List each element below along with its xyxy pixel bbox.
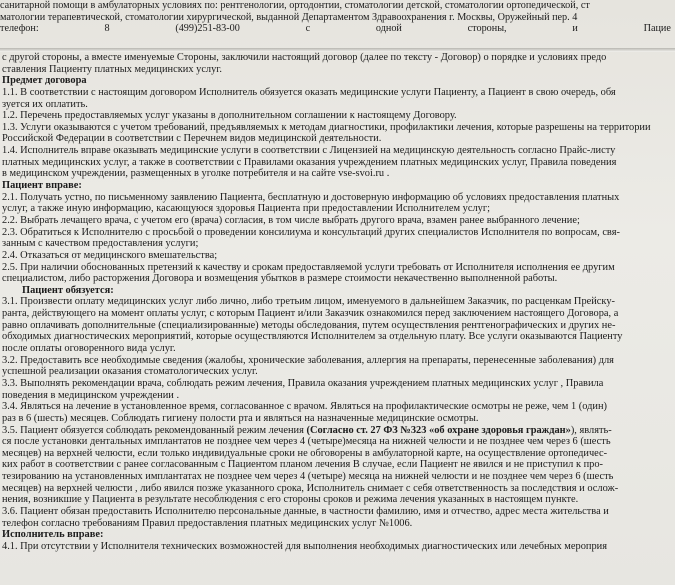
section-heading-patient-rights: Пациент вправе: — [2, 180, 82, 192]
clause-line: услуг, а также иную информацию, касающуюся здоровья Пациента при предоставлении Исполнителем услуг; — [2, 203, 491, 215]
phone-word: Пацие — [643, 23, 671, 34]
header-line: санитарной помощи в амбулаторных условиях по: рентгенологии, ортодонтии, стоматологии детской, стоматологии ортопедической, ст — [0, 0, 590, 11]
phone-word: стороны, — [467, 23, 507, 34]
clause-line: 3.4. Являться на лечение в установленное время, согласованное с врачом. Являться на профилактические осмотры не реже, чем 1 (один) — [2, 401, 607, 413]
clause-line: месяцев) на верхней челюсти , либо явился позже указанного срока, Исполнитель снимает с себя ответственность за последствия и ослож- — [2, 482, 619, 494]
phone-word: с — [305, 23, 311, 34]
header-blank-line — [0, 35, 675, 47]
clause-line: 4.1. При отсутствии у Исполнителя технических возможностей для выполнения необходимых диагностических или лечебных мероприя — [2, 540, 607, 552]
section-heading-contractor-rights: Исполнитель вправе: — [2, 529, 104, 541]
clause-line: раз в 6 (шесть) месяцев. Соблюдать гигиену полости рта и являться на назначенные медицинские осмотры. — [2, 412, 479, 424]
clause-line: 2.3. Обратиться к Исполнителю с просьбой о проведении консилиума и консультаций других специалистов Исполнителя по вопросам, свя- — [2, 226, 620, 238]
clause-3-5-end: ), являть- — [570, 424, 612, 436]
clause-line: телефон согласно требованиям Правил предоставления платных медицинских услуг №1006. — [2, 517, 413, 529]
clause-line: поведения в медицинском учреждении . — [2, 389, 180, 401]
clause-line: платных медицинских услуг, а также в соответствии с Правилами оказания учреждением платных медицинских услуг, Правила поведения — [2, 156, 617, 168]
clause-line: специалистом, либо расторжения Договора и возмещения убытков в размере стоимости некачественно выполненной работы. — [2, 273, 558, 285]
section-heading-subject: Предмет договора — [2, 75, 87, 87]
clause-line: месяцев) на верхней челюсти, если только индивидуальные сроки не обговорены в амбулаторной карте, на осуществление ортопедичес- — [2, 447, 608, 459]
phone-word: и — [572, 23, 578, 34]
clause-line: обходимых диагностических мероприятий, которые осуществляются Исполнителем за отдельную плату. Все услуги оказываются Пациенту — [2, 331, 623, 343]
clause-line: 1.1. В соответствии с настоящим договором Исполнитель обязуется оказать медицинские услуги Пациенту, а Пациент в свою очередь, обя — [2, 86, 616, 98]
clause-line: нения, возникшие у Пациента в результате несоблюдения с его стороны сроков и режима лечения указанных в настоящем пункте. — [2, 494, 579, 506]
phone-prefix: 8 — [104, 23, 110, 34]
clause-line: ся после установки дентальных имплантатов не позднее чем через 4 (четыре)месяца на нижней челюсти и не позднее чем через 6 (шесть — [2, 436, 611, 448]
clause-line: Российской Федерации в соответствии с Перечнем видов медицинской деятельности. — [2, 133, 382, 145]
clause-line: ких работ в соответствии с ранее согласованным с Пациентом планом лечения В случае, если Пациент не явился и не приступил к про- — [2, 459, 604, 471]
clause-line: 2.2. Выбрать лечащего врача, с учетом его (врача) согласия, в том числе выбрать другого врача, взамен ранее выбранного лечение; — [2, 214, 580, 226]
clause-line: 3.2. Предоставить все необходимые сведения (жалобы, хронические заболевания, аллергия на препараты, перенесенные заболевания) для — [2, 354, 614, 366]
header-block — [0, 0, 675, 48]
clause-line: тезированию на установленных имплантатах не позднее чем через 4 (четыре) месяца на нижней челюсти и не позднее чем через 6 (шесть — [2, 471, 614, 483]
clause-line: успешной реализации оказания стоматологических услуг. — [2, 366, 258, 378]
clause-line: 3.6. Пациент обязан предоставить Исполнителю персональные данные, в частности фамилию, имя и отчество, адрес места жительства и — [2, 505, 609, 517]
phone-label: телефон: — [0, 23, 39, 34]
clause-line: 1.3. Услуги оказываются с учетом требований, предъявляемых к методам диагностики, профилактики лечения, которые разрешены на территории — [2, 121, 651, 133]
phone-row — [0, 23, 675, 35]
clause-line-3-5 — [2, 425, 673, 437]
section-heading-patient-obligations: Пациент обязуется: — [22, 284, 114, 296]
clause-line: занным с качеством предоставления услуги; — [2, 238, 199, 250]
clause-line: ранта, действующего на момент оплаты услуг, с которым Пациент и/или Заказчик ознакомился перед заключением настоящего Договора, а — [2, 308, 619, 320]
clause-line: 2.5. При наличии обоснованных претензий к качеству и срокам предоставляемой услуги требовать от Исполнителя исполнения ее другим — [2, 261, 615, 273]
clause-3-5-start: 3.5. Пациент обязуется соблюдать рекомендованный режим лечения — [2, 424, 307, 436]
contract-body — [2, 52, 673, 585]
clause-line: равно оплачивать дополнительные (специализированные) методы обследования, путем осуществления рентгенографических и других не- — [2, 319, 616, 331]
clause-line: 3.3. Выполнять рекомендации врача, соблюдать режим лечения, Правила оказания учреждением платных медицинских услуг , Правила — [2, 377, 604, 389]
clause-line: после оплаты оговоренного вида услуг. — [2, 343, 176, 355]
intro-line: с другой стороны, а вместе именуемые Стороны, заключили настоящий договор (далее по тексту - Договор) о порядке и условиях предо — [2, 52, 607, 63]
header-line: матологии терапевтической, стоматологии хирургической, выданной Департаментом Здравоохранения г. Москвы, Оружейный пер. 4 — [0, 11, 578, 23]
clause-line: в медицинском учреждении, размещенных в уголке потребителя и на сайте vse-svoi.ru . — [2, 168, 390, 180]
clause-line: 2.1. Получать устно, по письменному заявлению Пациента, бесплатную и достоверную информацию об условиях предоставления платных — [2, 191, 620, 203]
clause-line: 2.4. Отказаться от медицинского вмешательства; — [2, 249, 218, 261]
phone-number: (499)251-83-00 — [175, 23, 240, 34]
clause-line: зуется их оплатить. — [2, 98, 88, 110]
clause-line: 1.4. Исполнитель вправе оказывать медицинские услуги в соответствии с Лицензией на медицинскую деятельность согласно Прайс-листу — [2, 145, 616, 157]
intro-line: ставления Пациенту платных медицинских услуг. — [2, 63, 222, 75]
clause-line: 1.2. Перечень предоставляемых услуг указаны в дополнительном соглашении к настоящему Договору. — [2, 110, 457, 122]
clause-line: 3.1. Произвести оплату медицинских услуг либо лично, либо третьим лицом, именуемого в дальнейшем Заказчик, по расценкам Прейску- — [2, 296, 615, 308]
clause-3-5-law-reference: (Согласно ст. 27 ФЗ №323 «об охране здоровья граждан» — [306, 424, 571, 436]
phone-word: одной — [375, 23, 402, 34]
